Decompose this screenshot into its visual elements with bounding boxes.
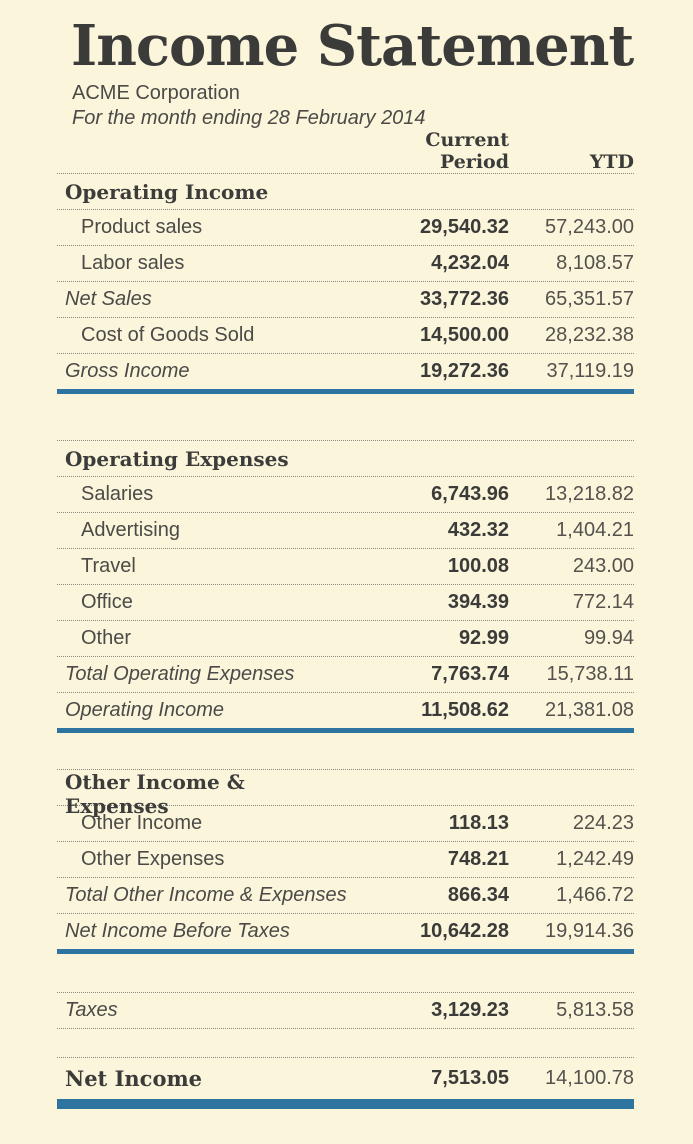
statement-table (57, 129, 634, 1109)
row-label: Cost of Goods Sold (81, 324, 255, 346)
table-row (57, 769, 634, 818)
current-period-value: 11,508.62 (421, 699, 509, 721)
current-period-value: 29,540.32 (420, 216, 509, 238)
row-label: Salaries (81, 483, 154, 505)
row-label: Other (81, 627, 132, 649)
ytd-value: 19,914.36 (545, 920, 634, 942)
table-row (57, 173, 634, 209)
row-label: Net Income Before Taxes (65, 920, 290, 942)
table-row (57, 620, 634, 656)
current-period-value: 866.34 (447, 884, 509, 906)
current-period-value: 100.08 (447, 555, 509, 577)
statement-section (57, 1057, 634, 1109)
ytd-value: 15,738.11 (546, 663, 634, 685)
row-label: Total Other Income & Expenses (65, 884, 347, 906)
ytd-value: 28,232.38 (545, 324, 634, 346)
table-row (57, 656, 634, 692)
ytd-value: 57,243.00 (545, 216, 634, 238)
row-label: Net Income (65, 1066, 203, 1091)
row-label: Taxes (65, 999, 118, 1021)
table-row (57, 913, 634, 949)
current-period-value: 3,129.23 (431, 999, 509, 1021)
ytd-value: 224.23 (572, 812, 634, 834)
ytd-value: 13,218.82 (545, 483, 634, 505)
current-period-value: 7,763.74 (431, 663, 509, 685)
page-title: Income Statement (71, 13, 634, 79)
table-row (57, 209, 634, 245)
ytd-value: 772.14 (572, 591, 634, 613)
row-label: Other Expenses (81, 848, 225, 870)
ytd-value: 8,108.57 (556, 252, 634, 274)
row-label: Gross Income (65, 360, 190, 382)
table-row (57, 512, 634, 548)
statement-period: For the month ending 28 February 2014 (72, 107, 426, 129)
row-label: Net Sales (65, 288, 152, 310)
company-name: ACME Corporation (72, 82, 240, 104)
table-row (57, 1057, 634, 1099)
current-period-value: 118.13 (448, 812, 509, 834)
ytd-value: 65,351.57 (545, 288, 634, 310)
current-period-value: 10,642.28 (420, 920, 509, 942)
table-row (57, 353, 634, 389)
row-label: Operating Income (65, 699, 224, 721)
current-period-value: 19,272.36 (420, 360, 509, 382)
row-label: Labor sales (81, 252, 185, 274)
current-period-value: 33,772.36 (420, 288, 509, 310)
current-period-value: 394.39 (447, 591, 509, 613)
current-period-value: 14,500.00 (420, 324, 509, 346)
column-header-current-period: Current Period (425, 129, 509, 173)
ytd-value: 99.94 (583, 627, 634, 649)
row-label: Other Income & Expenses (65, 770, 245, 818)
table-row (57, 476, 634, 512)
table-row (57, 692, 634, 728)
table-row (57, 877, 634, 913)
column-header-ytd: YTD (589, 151, 634, 173)
table-row (57, 548, 634, 584)
ytd-value: 5,813.58 (556, 999, 634, 1021)
current-period-value: 7,513.05 (431, 1067, 509, 1089)
table-row (57, 841, 634, 877)
row-label: Product sales (81, 216, 203, 238)
statement-section (57, 992, 634, 1029)
row-label: Operating Expenses (65, 446, 289, 471)
ytd-value: 21,381.08 (545, 699, 634, 721)
statement-section (57, 769, 634, 954)
row-label: Office (81, 591, 133, 613)
table-row (57, 440, 634, 476)
current-period-value: 92.99 (458, 627, 509, 649)
ytd-value: 1,242.49 (556, 848, 634, 870)
statement-section (57, 173, 634, 394)
current-period-value: 432.32 (447, 519, 509, 541)
column-header-row (57, 129, 634, 173)
statement-sections (57, 173, 634, 1109)
statement-section (57, 440, 634, 733)
row-label: Advertising (81, 519, 180, 541)
table-row (57, 245, 634, 281)
ytd-value: 37,119.19 (546, 360, 634, 382)
table-row (57, 317, 634, 353)
table-row (57, 992, 634, 1028)
row-label: Travel (81, 555, 136, 577)
ytd-value: 14,100.78 (545, 1067, 634, 1089)
table-row (57, 584, 634, 620)
ytd-value: 1,404.21 (556, 519, 634, 541)
current-period-value: 4,232.04 (431, 252, 509, 274)
ytd-value: 243.00 (572, 555, 634, 577)
table-row (57, 281, 634, 317)
row-label: Other Income (81, 812, 203, 834)
current-period-value: 6,743.96 (431, 483, 509, 505)
row-label: Operating Income (65, 179, 269, 204)
ytd-value: 1,466.72 (556, 884, 634, 906)
current-period-value: 748.21 (447, 848, 509, 870)
row-label: Total Operating Expenses (65, 663, 295, 685)
